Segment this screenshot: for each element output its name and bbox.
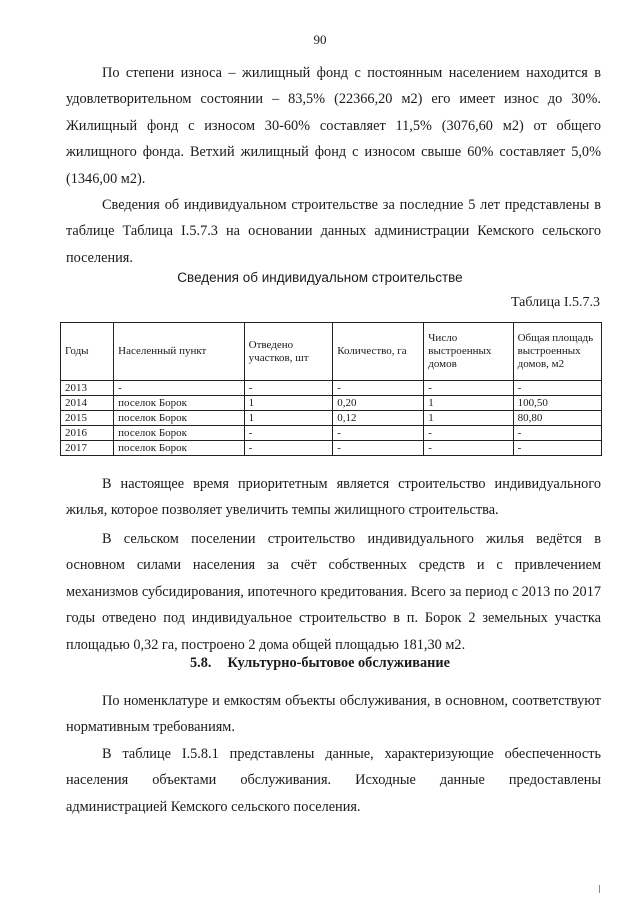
header-quantity: Количество, га xyxy=(333,323,424,381)
cell-allocated: 1 xyxy=(244,396,333,411)
cell-year: 2013 xyxy=(61,381,114,396)
paragraph-service-standards: По номенклатуре и емкостям объекты обслуживания, в основном, соответствуют нормативным требованиям. xyxy=(66,693,601,736)
cell-area: 80,80 xyxy=(513,411,601,426)
paragraph-service-table-ref: В таблице I.5.8.1 представлены данные, характеризующие обеспеченность населения объектами обслуживания. Исходные данные предоставлены администрацией Кемского сельского поселения. xyxy=(66,746,601,815)
table-row xyxy=(61,411,602,426)
cell-allocated: - xyxy=(244,426,333,441)
cell-allocated: - xyxy=(244,381,333,396)
header-place: Населенный пункт xyxy=(114,323,244,381)
cell-area: 100,50 xyxy=(513,396,601,411)
header-year: Годы xyxy=(61,323,114,381)
cell-year: 2016 xyxy=(61,426,114,441)
header-built: Число выстроенных домов xyxy=(424,323,513,381)
cell-allocated: 1 xyxy=(244,411,333,426)
cell-year: 2014 xyxy=(61,396,114,411)
cell-built: - xyxy=(424,441,513,456)
header-allocated: Отведено участков, шт xyxy=(244,323,333,381)
table-title: Сведения об индивидуальном строительстве xyxy=(177,270,463,285)
scan-mark xyxy=(599,885,600,893)
cell-area: - xyxy=(513,441,601,456)
cell-allocated: - xyxy=(244,441,333,456)
table-row xyxy=(61,441,602,456)
cell-quantity: - xyxy=(333,441,424,456)
cell-built: - xyxy=(424,381,513,396)
section-number: 5.8. xyxy=(190,655,212,671)
header-area: Общая площадь выстроенных домов, м2 xyxy=(513,323,601,381)
cell-area: - xyxy=(513,426,601,441)
cell-built: - xyxy=(424,426,513,441)
construction-table xyxy=(60,322,602,456)
table-row xyxy=(61,396,602,411)
cell-year: 2017 xyxy=(61,441,114,456)
cell-year: 2015 xyxy=(61,411,114,426)
page-number: 90 xyxy=(313,32,327,47)
cell-place: - xyxy=(114,381,244,396)
paragraph-construction-summary: В сельском поселении строительство индивидуального жилья ведётся в основном силами населения за счёт собственных средств и с привлечением механизмов субсидирования, ипотечного кредитования. Всего за период с 2013 по 2017 годы отведено под индивидуальное строительство в п. Борок 2 земельных участка площадью 0,32 га, построено 2 дома общей площадью 181,30 м2. xyxy=(66,531,601,653)
table-row xyxy=(61,426,602,441)
paragraph-construction-intro: Сведения об индивидуальном строительстве за последние 5 лет представлены в таблице Таблица I.5.7.3 на основании данных администрации Кемского сельского поселения. xyxy=(66,197,601,266)
cell-place: поселок Борок xyxy=(114,441,244,456)
section-title: Культурно-бытовое обслуживание xyxy=(227,655,450,671)
cell-place: поселок Борок xyxy=(114,396,244,411)
table-header-row xyxy=(61,323,602,381)
cell-built: 1 xyxy=(424,411,513,426)
table-caption: Таблица I.5.7.3 xyxy=(510,295,600,310)
cell-quantity: 0,20 xyxy=(333,396,424,411)
cell-quantity: - xyxy=(333,426,424,441)
cell-place: поселок Борок xyxy=(114,426,244,441)
cell-place: поселок Борок xyxy=(114,411,244,426)
cell-quantity: - xyxy=(333,381,424,396)
table-row xyxy=(61,381,602,396)
paragraph-housing-wear: По степени износа – жилищный фонд с постоянным населением находится в удовлетворительном состоянии – 83,5% (22366,20 м2) его имеет износ до 30%. Жилищный фонд с износом 30-60% составляет 11,5% (3076,60 м2) от общего жилищного фонда. Ветхий жилищный фонд с износом свыше 60% составляет 5,0% (1346,00 м2). xyxy=(66,65,601,187)
paragraph-priority: В настоящее время приоритетным является строительство индивидуального жилья, которое позволяет увеличить темпы жилищного строительства. xyxy=(66,476,601,519)
cell-quantity: 0,12 xyxy=(333,411,424,426)
cell-built: 1 xyxy=(424,396,513,411)
section-heading xyxy=(0,655,640,672)
cell-area: - xyxy=(513,381,601,396)
